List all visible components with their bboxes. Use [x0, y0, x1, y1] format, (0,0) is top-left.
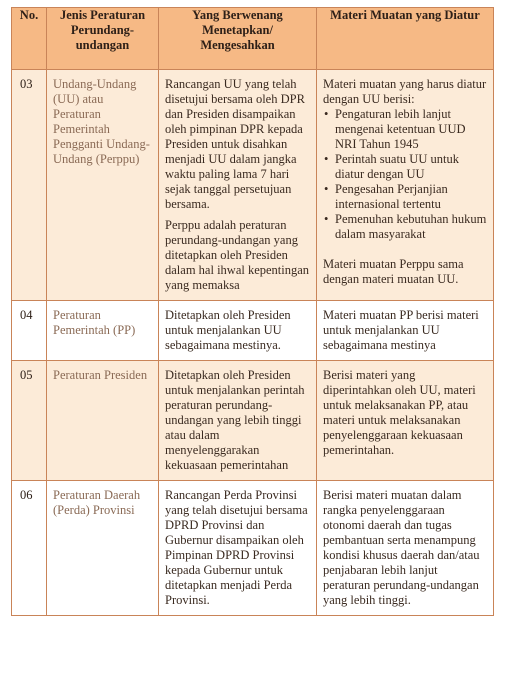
- table-header: [12, 8, 494, 70]
- row-number: 03: [12, 70, 47, 301]
- content-cell: Materi muatan PP berisi materi untuk menjalankan UU sebagaimana mestinya: [317, 301, 494, 361]
- header-berwenang: Yang Berwenang Menetapkan/ Mengesahkan: [159, 8, 317, 70]
- content-outro: Materi muatan Perppu sama dengan materi muatan UU.: [323, 257, 464, 286]
- table-row: [12, 70, 494, 301]
- content-bullet-list: [323, 107, 487, 242]
- bullet-item: • Pengesahan Perjanjian internasional tertentu: [335, 182, 487, 212]
- authority-cell: Ditetapkan oleh Presiden untuk menjalankan perintah peraturan perundang-undangan yang lebih tinggi atau dalam menyelenggarakan kekuasaan pemerintahan: [159, 361, 317, 481]
- bullet-item: • Perintah suatu UU untuk diatur dengan UU: [335, 152, 487, 182]
- regulation-type: Peraturan Daerah (Perda) Provinsi: [47, 481, 159, 616]
- row-number: 04: [12, 301, 47, 361]
- header-no: No.: [12, 8, 47, 70]
- row-number: 06: [12, 481, 47, 616]
- authority-cell: [159, 70, 317, 301]
- authority-paragraph: Perppu adalah peraturan perundang-undangan yang ditetapkan oleh Presiden dalam hal ihwal kepentingan yang memaksa: [165, 218, 310, 292]
- authority-paragraph: Rancangan UU yang telah disetujui bersama oleh DPR dan Presiden disampaikan oleh pimpinan DPR kepada Presiden untuk disahkan menjadi UU dalam jangka waktu paling lama 7 hari sejak tanggal persetujuan bersama.: [165, 77, 305, 211]
- header-materi: Materi Muatan yang Diatur: [317, 8, 494, 70]
- regulation-type: Undang-Undang (UU) atau Peraturan Pemerintah Pengganti Undang-Undang (Perppu): [47, 70, 159, 301]
- content-cell: Berisi materi muatan dalam rangka penyelenggaraan otonomi daerah dan tugas pembantuan serta menampung kondisi khusus daerah dan/atau penjabaran lebih lanjut peraturan perundang-undangan yang lebih tinggi.: [317, 481, 494, 616]
- authority-cell: Ditetapkan oleh Presiden untuk menjalankan UU sebagaimana mestinya.: [159, 301, 317, 361]
- table-row: [12, 361, 494, 481]
- content-cell: Berisi materi yang diperintahkan oleh UU, materi untuk melaksanakan PP, atau materi untuk melaksanakan penyelenggaraan kekuasaan pemerintahan.: [317, 361, 494, 481]
- content-intro: Materi muatan yang harus diatur dengan UU berisi:: [323, 77, 487, 106]
- authority-cell: Rancangan Perda Provinsi yang telah disetujui bersama DPRD Provinsi dan Gubernur disampaikan oleh Pimpinan DPRD Provinsi kepada Gubernur untuk ditetapkan menjadi Perda Provinsi.: [159, 481, 317, 616]
- regulation-table: [11, 7, 494, 616]
- table-row: [12, 301, 494, 361]
- bullet-item: • Pemenuhan kebutuhan hukum dalam masyarakat: [335, 212, 487, 242]
- row-number: 05: [12, 361, 47, 481]
- header-jenis: Jenis Peraturan Perundang-undangan: [47, 8, 159, 70]
- content-cell: [317, 70, 494, 301]
- regulation-type: Peraturan Presiden: [47, 361, 159, 481]
- table-row: [12, 481, 494, 616]
- bullet-item: • Pengaturan lebih lanjut mengenai ketentuan UUD NRI Tahun 1945: [335, 107, 487, 152]
- regulation-type: Peraturan Pemerintah (PP): [47, 301, 159, 361]
